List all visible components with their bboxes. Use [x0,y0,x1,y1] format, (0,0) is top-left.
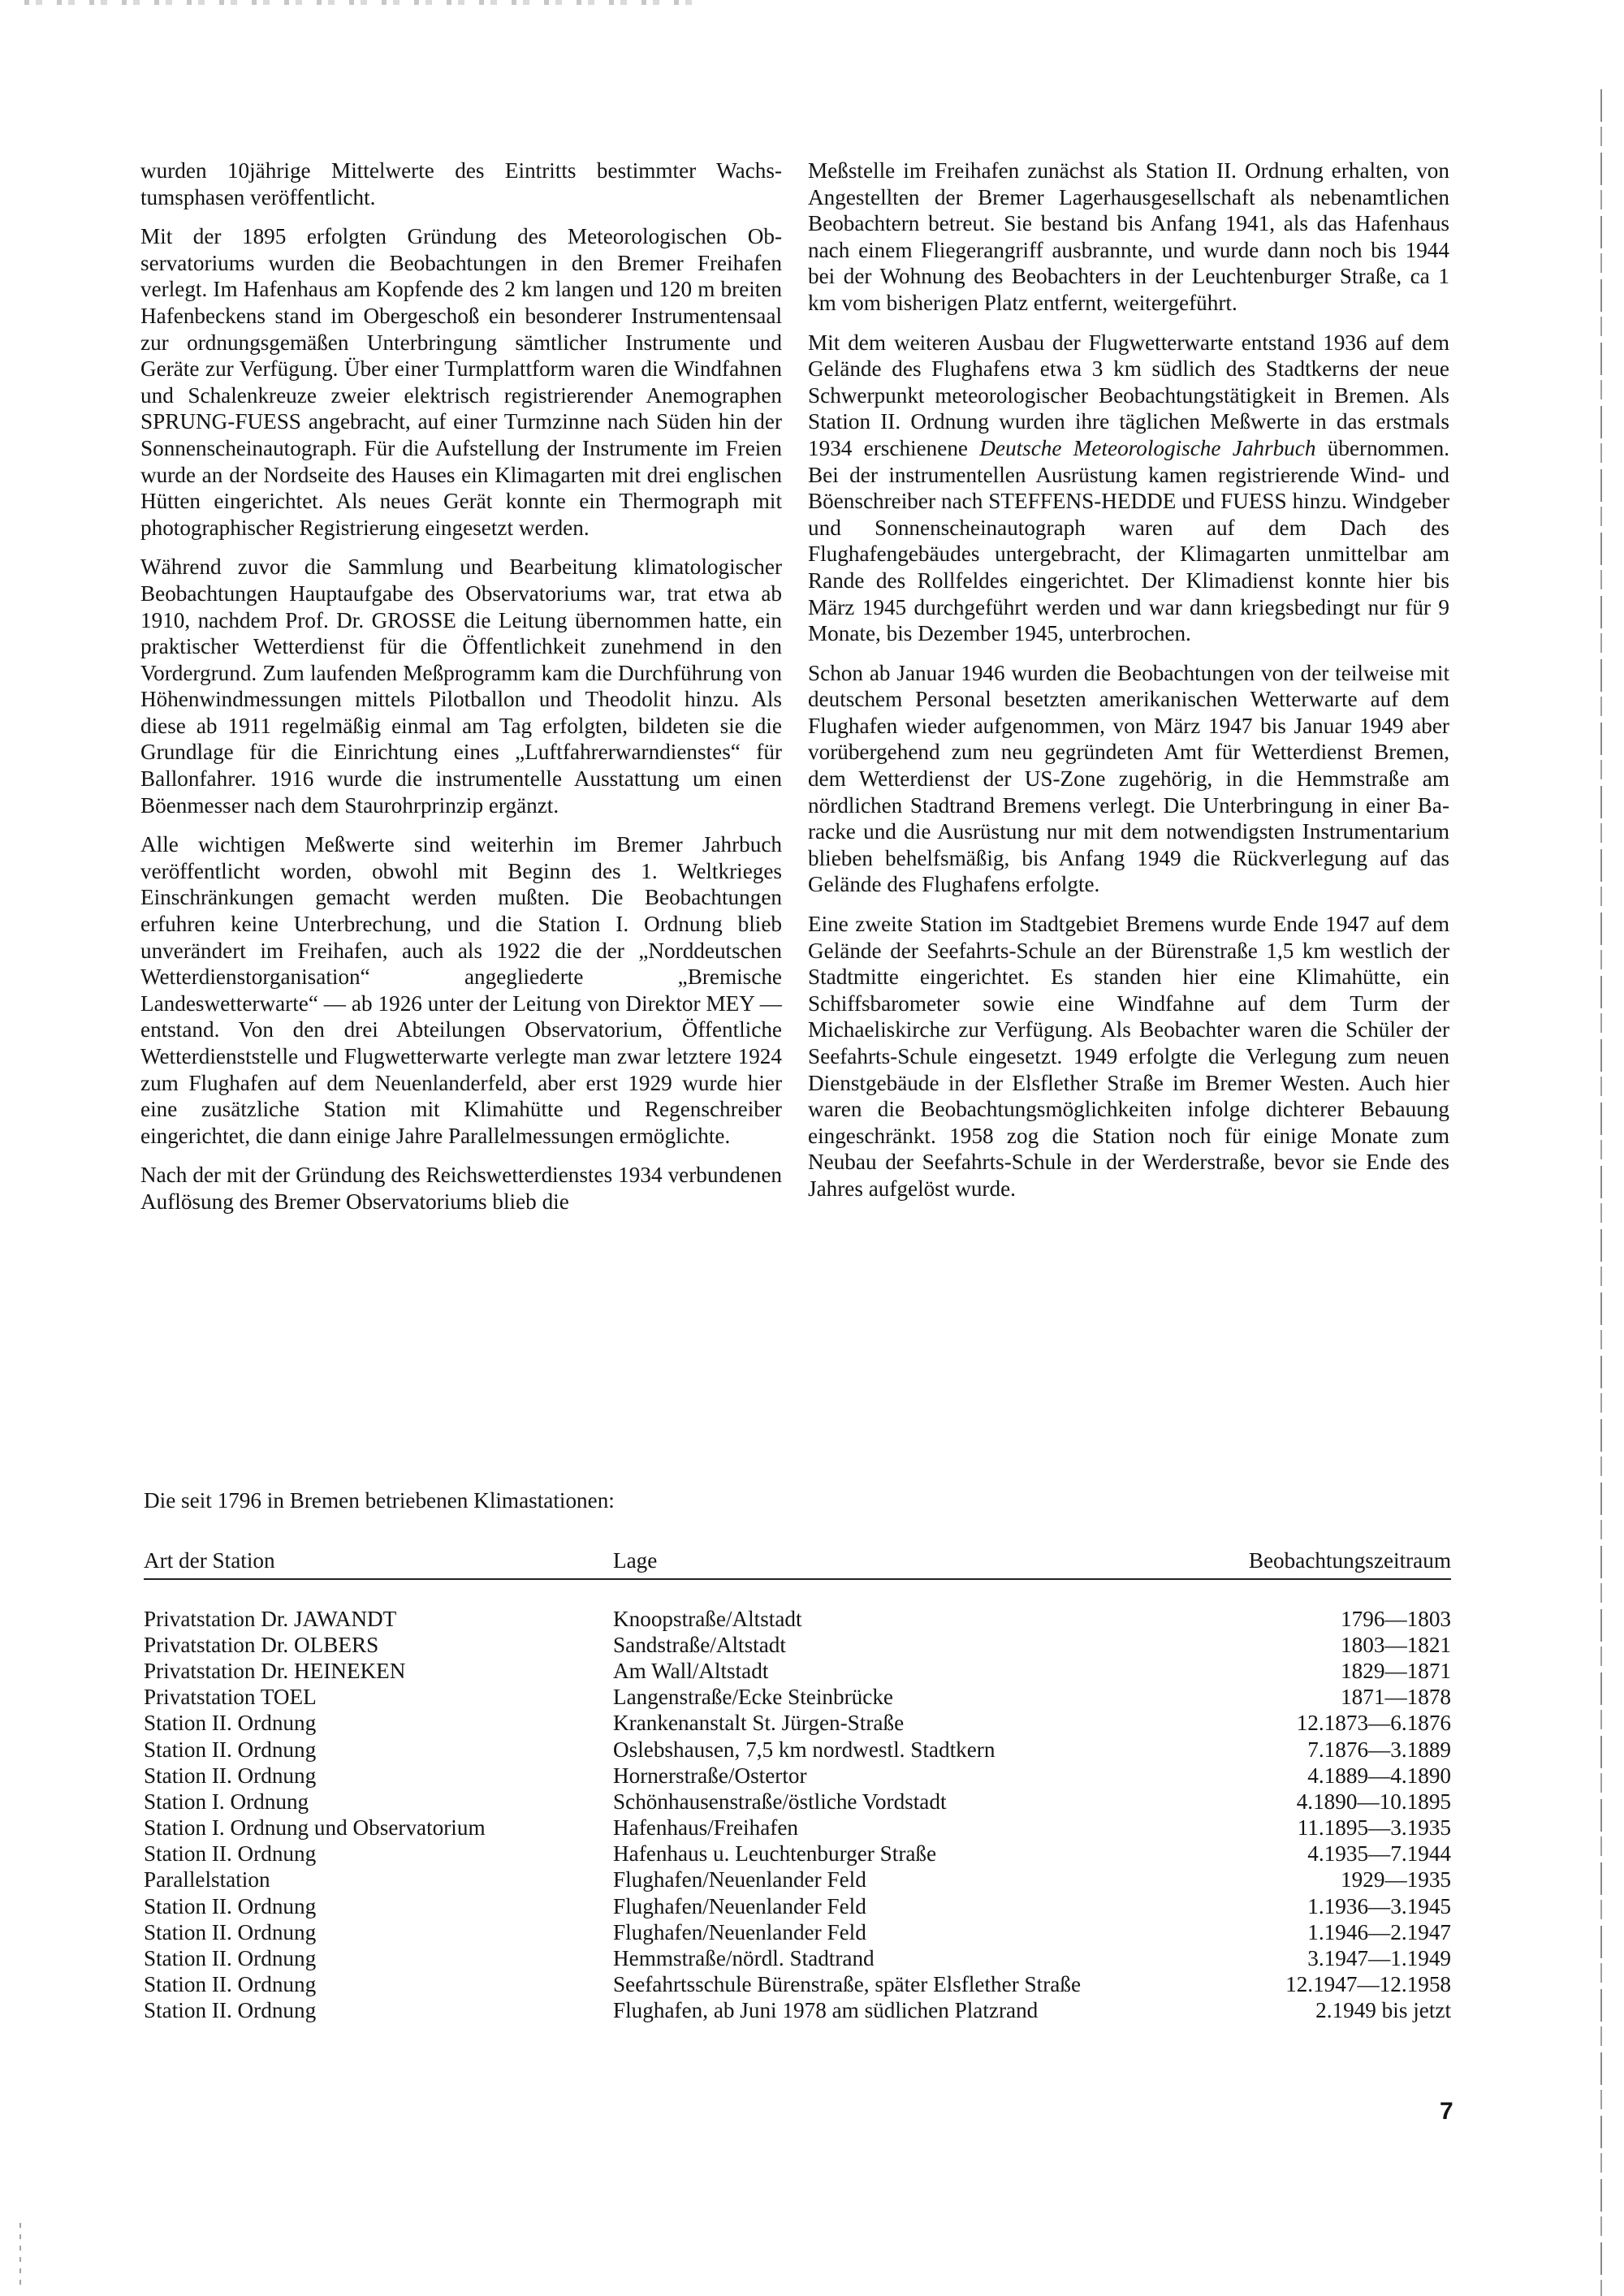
cell-art: Station II. Ordnung [144,1919,317,1944]
header-lage: Lage [613,1548,658,1573]
cell-zeitraum: 4.1890—10.1895 [1296,1789,1451,1814]
table-row [144,1815,1451,1841]
cell-art: Parallelstation [144,1867,270,1892]
cell-zeitraum: 1829—1871 [1341,1658,1451,1683]
cell-zeitraum: 1929—1935 [1341,1867,1451,1892]
left-text-column [140,158,782,1215]
cell-zeitraum: 1871—1878 [1341,1685,1451,1710]
table-caption: Die seit 1796 in Bremen betriebenen Klimastationen: [144,1488,615,1513]
cell-art: Privatstation Dr. HEINEKEN [144,1658,406,1683]
scan-artifact-right-edge [1600,89,1602,2296]
table-body [144,1580,1451,2024]
cell-zeitraum: 1803—1821 [1341,1632,1451,1657]
cell-lage: Hornerstraße/Ostertor [613,1763,807,1788]
table-row [144,1763,1451,1789]
table-row [144,1841,1451,1867]
scan-artifact-bottom-left [19,2223,21,2288]
cell-lage: Am Wall/Altstadt [613,1658,769,1683]
cell-zeitraum: 12.1873—6.1876 [1296,1711,1451,1736]
paragraph: Mit der 1895 erfolgten Gründung des Meteorologischen Observatoriums wurden die Beobachtungen in den Bremer Freihafen verlegt. Im Hafenhaus am Kopfende des 2 km langen und 120 m breiten Hafenbeckens stand im Obergeschoß ein besonderer Instrumentensaal zur ordnungsgemäßen Unterbringung sämtlicher Instrumente und Geräte zur Verfügung. Über einer Turmplattform waren die Windfahnen und Schalenkreuze zweier elektrisch registrierender Anemographen SPRUNG-FUESS angebracht, auf einer Turmzinne nach Süden hin der Sonnenscheinautograph. Für die Aufstellung der Instrumente im Freien wurde an der Nordseite des Hauses ein Klimagarten mit drei englischen Hütten eingerichtet. Als neues Gerät konnte ein Thermograph mit photographischer Registrierung eingesetzt werden. [140,224,782,540]
cell-art: Station II. Ordnung [144,1893,317,1918]
table-row [144,1632,1451,1658]
table-row [144,1919,1451,1945]
header-art-der-station: Art der Station [144,1548,275,1573]
cell-zeitraum: 4.1935—7.1944 [1307,1841,1451,1867]
table-row [144,1998,1451,2024]
cell-lage: Hafenhaus u. Leuchtenburger Straße [613,1841,937,1867]
table-row [144,1685,1451,1711]
cell-zeitraum: 1796—1803 [1341,1606,1451,1631]
cell-zeitraum: 2.1949 bis jetzt [1315,1998,1451,2023]
table-row [144,1711,1451,1737]
cell-zeitraum: 11.1895—3.1935 [1297,1815,1451,1841]
cell-lage: Schönhausenstraße/östliche Vordstadt [613,1789,947,1814]
scan-artifact-top [24,0,706,5]
paragraph: Alle wichtigen Meßwerte sind weiterhin im Bremer Jahrbuch veröffentlicht worden, obwohl mit Beginn des 1. Weltkrieges Einschränkungen gemacht werden mußten. Die Beobachtungen erfuhren keine Unterbrechung, und die Station I. Ordnung blieb unverändert im Freihafen, auch als 1922 die der „Norddeutschen Wetterdienstorganisation“ angegliederte „Bremische Landeswetterwarte“ — ab 1926 unter der Leitung von Direktor MEY — entstand. Von den drei Abteilungen Observatorium, Öffentliche Wetterdienststelle und Flugwetterwarte verlegte man zwar letztere 1924 zum Flughafen auf dem Neuenlanderfeld, aber erst 1929 wurde hier eine zusätzliche Station mit Klimahütte und Regenschreiber eingerichtet, die dann einige Jahre Parallelmessungen ermöglichte. [140,832,782,1148]
cell-art: Station II. Ordnung [144,1737,317,1762]
cell-art: Station II. Ordnung [144,1711,317,1736]
cell-art: Privatstation Dr. OLBERS [144,1632,379,1657]
cell-zeitraum: 12.1947—12.1958 [1285,1972,1451,1997]
cell-art: Station II. Ordnung [144,1998,317,2023]
cell-zeitraum: 7.1876—3.1889 [1307,1737,1451,1762]
cell-art: Station I. Ordnung und Observatorium [144,1815,486,1841]
cell-art: Station II. Ordnung [144,1972,317,1997]
cell-lage: Knoopstraße/Altstadt [613,1606,802,1631]
page-number: 7 [1440,2098,1453,2125]
table-row [144,1867,1451,1893]
text-run: übernommen. Bei der instrumentellen Ausrüstung kamen registrierende Wind- und Böenschreiber nach STEFFENS-HEDDE und FUESS hinzu. Windgeber und Sonnenscheinautograph waren auf dem Dach des Flughafengebäudes untergebracht, der Klimagarten unmittelbar am Rande des Rollfeldes eingerichtet. Der Klimadienst konnte hier bis März 1945 durchgeführt werden und war dann kriegsbedingt nur für 9 Monate, bis Dezember 1945, unterbrochen. [808,435,1450,646]
cell-lage: Flughafen/Neuenlander Feld [613,1893,866,1918]
table-row [144,1606,1451,1632]
cell-lage: Sandstraße/Altstadt [613,1632,786,1657]
paragraph: Schon ab Januar 1946 wurden die Beobachtungen von der teilweise mit deutschem Personal besetzten amerikanischen Wetterwarte auf dem Flughafen wieder aufgenommen, von März 1947 bis Januar 1949 aber vorübergehend zum neu gegründeten Amt für Wetterdienst Bremen, dem Wetterdienst der US-Zone zugehörig, in die Hemmstraße am nördlichen Stadtrand Bremens verlegt. Die Unterbringung in einer Baracke und die Ausrüstung nur mit dem notwendigsten Instrumentarium blieben behelfsmäßig, bis Anfang 1949 die Rückverlegung auf das Gelände des Flughafens erfolgte. [808,660,1449,897]
table-row [144,1945,1451,1971]
table-header [144,1541,1451,1580]
paragraph: Nach der mit der Gründung des Reichswetterdienstes 1934 verbundenen Auflösung des Bremer Observatoriums blieb die [140,1163,782,1214]
cell-zeitraum: 1.1946—2.1947 [1307,1919,1451,1944]
table-row [144,1893,1451,1919]
table-row [144,1972,1451,1998]
cell-lage: Hafenhaus/Freihafen [613,1815,798,1841]
climate-stations-table [144,1541,1451,2024]
cell-lage: Hemmstraße/nördl. Stadtrand [613,1946,875,1971]
paragraph: Meßstelle im Freihafen zunächst als Station II. Ordnung erhalten, von Angestellten der Bremer Lagerhausgesellschaft als nebenamtlichen Beobachtern betreut. Sie bestand bis Anfang 1941, als das Hafenhaus nach einem Fliegerangriff ausbrannte, und wurde dann noch bis 1944 bei der Wohnung des Beobachters in der Leuchtenburger Straße, ca 1 km vom bisherigen Platz entfernt, weitergeführt. [808,158,1449,315]
cell-zeitraum: 1.1936—3.1945 [1307,1893,1451,1918]
header-beobachtungszeitraum: Beobachtungszeitraum [1248,1548,1451,1573]
cell-art: Privatstation Dr. JAWANDT [144,1606,397,1631]
cell-zeitraum: 3.1947—1.1949 [1307,1946,1451,1971]
table-row [144,1658,1451,1684]
cell-zeitraum: 4.1889—4.1890 [1307,1763,1451,1788]
cell-art: Privatstation TOEL [144,1685,317,1710]
table-row [144,1737,1451,1763]
cell-art: Station II. Ordnung [144,1841,317,1867]
paragraph: Während zuvor die Sammlung und Bearbeitung klimatologischer Beobachtungen Hauptaufgabe des Observatoriums war, trat etwa ab 1910, nachdem Prof. Dr. GROSSE die Leitung übernommen hatte, ein praktischer Wetterdienst für die Öffentlichkeit zunehmend in den Vordergrund. Zum laufenden Meßprogramm kam die Durchführung von Höhenwindmessungen mittels Pilotballon und Theodolit hinzu. Als diese ab 1911 regelmäßig einmal am Tag erfolgten, bildeten sie die Grundlage für die Einrichtung eines „Luftfahrerwarndienstes“ für Ballonfahrer. 1916 wurde die instrumentelle Ausstattung um einen Böenmesser nach dem Staurohrprinzip ergänzt. [140,555,782,818]
cell-lage: Seefahrtsschule Bürenstraße, später Elsflether Straße [613,1972,1082,1997]
cell-art: Station I. Ordnung [144,1789,309,1814]
cell-lage: Oslebshausen, 7,5 km nordwestl. Stadtkern [613,1737,996,1762]
cell-lage: Krankenanstalt St. Jürgen-Straße [613,1711,905,1736]
cell-art: Station II. Ordnung [144,1946,317,1971]
table-row [144,1789,1451,1815]
paragraph: wurden 10jährige Mittelwerte des Eintritts bestimmter Wachstumsphasen veröffentlicht. [140,158,782,209]
paragraph-flugwetterwarte [808,330,1449,647]
cell-lage: Flughafen/Neuenlander Feld [613,1867,866,1892]
cell-lage: Flughafen, ab Juni 1978 am südlichen Platzrand [613,1998,1039,2023]
publication-title: Deutsche Meteorologische Jahrbuch [979,435,1316,460]
cell-lage: Langenstraße/Ecke Steinbrücke [613,1685,893,1710]
cell-lage: Flughafen/Neuenlander Feld [613,1919,866,1944]
cell-art: Station II. Ordnung [144,1763,317,1788]
paragraph: Eine zweite Station im Stadtgebiet Bremens wurde Ende 1947 auf dem Gelände der Seefahrts-Schule an der Bürenstraße 1,5 km westlich der Stadtmitte eingerichtet. Es standen hier eine Klimahütte, ein Schiffsbarometer sowie eine Windfahne auf dem Turm der Michaeliskirche zur Verfügung. Als Beobachter waren die Schüler der Seefahrts-Schule eingesetzt. 1949 erfolgte die Verlegung zum neuen Dienstgebäude in der Elsflether Straße im Bremer Westen. Auch hier waren die Beobachtungsmöglichkeiten infolge dichterer Bebauung eingeschränkt. 1958 zog die Station noch für einige Monate zum Neubau der Seefahrts-Schule in der Werderstraße, bevor sie Ende des Jahres aufgelöst wurde. [808,912,1449,1201]
text-run: Mit dem weiteren Ausbau der Flugwetterwarte entstand 1936 auf dem Gelände des Flughafens etwa 3 km südlich des Stadtkerns der neue Schwerpunkt meteorologischer Beobachtungstätigkeit in Bremen. Als Station II. Ordnung wurden ihre täglichen Meßwerte in das erstmals 1934 erschienene [808,330,1449,460]
right-text-column [808,158,1449,1202]
